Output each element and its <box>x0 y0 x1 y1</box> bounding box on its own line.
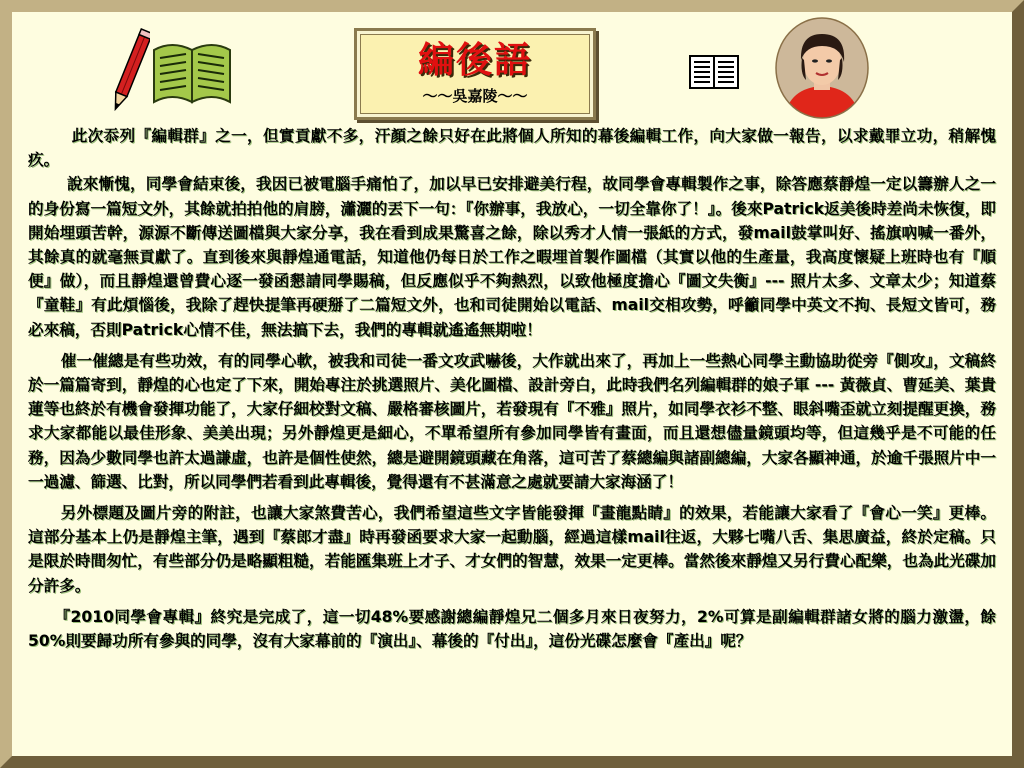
page-title: 編後語 <box>417 40 532 81</box>
title-box <box>354 28 596 120</box>
paragraph-5: 『2010同學會專輯』終究是完成了，這一切48%要感謝總編靜煌兄二個多月來日夜努力，2%可算是副編輯群諸女將的腦力激盪，餘50%則要歸功所有參與的同學，沒有大家幕前的『演出』、幕後的『付出』，這份光碟怎麼會『產出』呢？ <box>28 607 996 651</box>
paragraph-3: 催一催總是有些功效，有的同學心軟，被我和司徒一番文攻武嚇後，大作就出來了，再加上一些熱心同學主動協助從旁『側攻』，文稿終於一篇篇寄到，靜煌的心也定了下來，開始專注於挑選照片、美化圖檔、設計旁白，此時我們名列編輯群的娘子軍 --- 黃薇貞、曹延美、葉貴蓮等也終於有機會發揮功能了，大家仔細校對文稿、嚴格審核圖片，若發現有『不雅』照片，如同學衣衫不整、眼斜嘴歪就立刻提醒更換，務求大家都能以最佳形象、美美出現；另外靜煌更是細心，不單希望所有參加同學皆有畫面，而且還想儘量鏡頭均等，但這幾乎是不可能的任務，因為少數同學也許太過謙虛，也許是個性使然，總是避開鏡頭藏在角落，這可苦了蔡總編與諸副總編，大家各顯神通，於逾千張照片中一一過濾、篩選、比對，所以同學們若看到此專輯後，覺得還有不甚滿意之處就要請大家海涵了！ <box>28 351 996 491</box>
pencil-icon <box>110 28 150 118</box>
paragraph-1: 此次忝列『編輯群』之一，但實貢獻不多，汗顏之餘只好在此將個人所知的幕後編輯工作，向大家做一報告，以求戴罪立功，稍解愧疚。 <box>28 127 996 170</box>
paragraph-4: 另外標題及圖片旁的附註，也讓大家煞費苦心，我們希望這些文字皆能發揮『畫龍點睛』的效果，若能讓大家看了『會心一笑』更棒。這部分基本上仍是靜煌主筆，遇到『蔡郎才盡』時再發函要求大家一起動腦，經過這樣mail往返，大夥七嘴八舌、集思廣益，終於定稿。只是限於時間匆忙，有些部分仍是略顯粗糙，若能匯集班上才子、才女們的智慧，效果一定更棒。當然後來靜煌又另行費心配樂，也為此光碟加分許多。 <box>28 504 996 595</box>
paragraph-2: 說來慚愧，同學會結束後，我因已被電腦手痛怕了，加以早已安排避美行程，故同學會專輯製作之事，除答應蔡靜煌一定以籌辦人之一的身份寫一篇短文外，其餘就拍拍他的肩膀，瀟灑的丟下一句：『你辦事，我放心，一切全靠你了！』。後來Patrick返美後時差尚未恢復，即開始埋頭苦幹，源源不斷傳送圖檔與大家分享，我在看到成果驚喜之餘，除以秀才人情一張紙的方式，發mail鼓掌叫好、搖旗吶喊一番外，其餘真的就毫無貢獻了。直到後來與靜煌通電話，知道他仍每日於工作之暇埋首製作圖檔（其實以他的生產量，我高度懷疑上班時也有『順便』做），而且靜煌還曾費心逐一發函懇請同學賜稿，但反應似乎不夠熱烈，以致他極度擔心『圖文失衡』--- 照片太多、文章太少；知道蔡『童鞋』有此煩惱後，我除了趕快提筆再硬掰了二篇短文外，也和司徒開始以電話、mail交相攻勢，呼籲同學中英文不拘、長短文皆可，務必來稿，否則Patrick心情不佳，無法搞下去，我們的專輯就遙遙無期啦！ <box>28 175 996 339</box>
article-body <box>28 124 996 653</box>
notebook-icon <box>150 36 234 108</box>
slide-page <box>12 12 1012 756</box>
open-book-icon <box>688 52 740 92</box>
author-portrait <box>774 16 870 120</box>
author-name: ～～吳嘉陵～～ <box>422 87 528 105</box>
